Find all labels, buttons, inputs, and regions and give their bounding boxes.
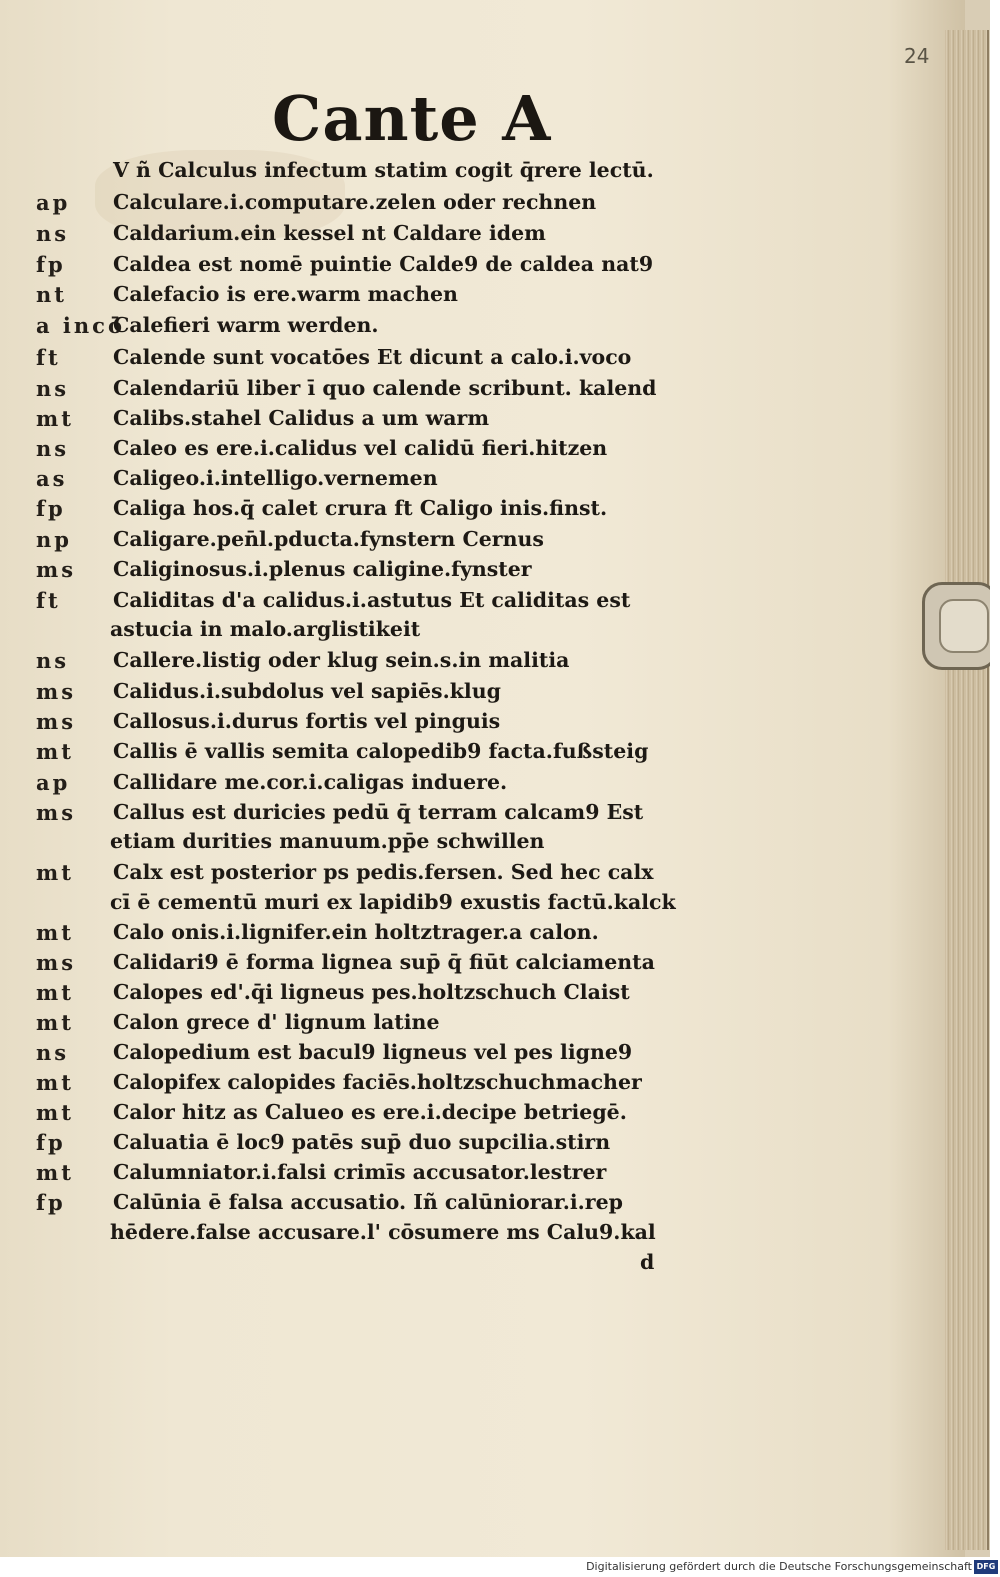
- grammar-marker: mt: [36, 860, 74, 885]
- entry-text: Callis ē vallis semita calopedib9 facta.fußsteig: [113, 739, 649, 763]
- entry-text: Calor hitz as Calueo es ere.i.decipe betriegē.: [113, 1100, 627, 1124]
- entry-text: Caliga hos.q̄ calet crura ft Caligo inis.finst.: [113, 496, 608, 520]
- entry-text: Calefieri warm werden.: [113, 313, 379, 337]
- grammar-marker: np: [36, 527, 72, 552]
- entry-text: Calidari9 ē forma lignea sup̄ q̄ fiūt calciamenta: [113, 950, 655, 974]
- entry-text: Caleo es ere.i.calidus vel calidū fieri.hitzen: [113, 436, 608, 460]
- grammar-marker: mt: [36, 739, 74, 764]
- entry-text: d: [640, 1250, 655, 1274]
- entry-text: Calefacio is ere.warm machen: [113, 282, 458, 306]
- grammar-marker: ns: [36, 376, 70, 401]
- entry-text: Calūnia ē falsa accusatio. Iñ calūniorar.i.rep: [113, 1190, 623, 1214]
- entry-text: Callus est duricies pedū q̄ terram calcam9 Est: [113, 800, 644, 824]
- entry-text: Calende sunt vocatōes Et dicunt a calo.i.voco: [113, 345, 632, 369]
- grammar-marker: ms: [36, 800, 77, 825]
- entry-text: Callere.listig oder klug sein.s.in malitia: [113, 648, 570, 672]
- entry-text: Callidare me.cor.i.caligas induere.: [113, 770, 508, 794]
- grammar-marker: ap: [36, 190, 71, 215]
- grammar-marker: ns: [36, 436, 70, 461]
- grammar-marker: ns: [36, 1040, 70, 1065]
- entry-text: Calo onis.i.lignifer.ein holtztrager.a calon.: [113, 920, 599, 944]
- grammar-marker: ft: [36, 588, 61, 613]
- entry-text: cī ē cementū muri ex lapidib9 exustis factū.kalck: [110, 890, 676, 914]
- folio-number: 24: [904, 44, 930, 68]
- page-heading: Cante A: [272, 82, 552, 155]
- grammar-marker: fp: [36, 496, 66, 521]
- entry-text: hēdere.false accusare.l' cōsumere ms Calu9.kal: [110, 1220, 656, 1244]
- entry-text: astucia in malo.arglistikeit: [110, 617, 421, 641]
- grammar-marker: fp: [36, 1130, 66, 1155]
- book-fore-edge: [945, 30, 989, 1550]
- grammar-marker: ap: [36, 770, 71, 795]
- entry-text: V ñ Calculus infectum statim cogit q̄rere lectū.: [113, 158, 654, 182]
- grammar-marker: ms: [36, 557, 77, 582]
- grammar-marker: ms: [36, 950, 77, 975]
- grammar-marker: ft: [36, 345, 61, 370]
- grammar-marker: mt: [36, 920, 74, 945]
- entry-text: Caligare.pen̄l.pducta.fynstern Cernus: [113, 527, 544, 551]
- entry-text: Calon grece d' lignum latine: [113, 1010, 440, 1034]
- entry-text: etiam durities manuum.pp̄e schwillen: [110, 829, 545, 853]
- book-clasp: [922, 582, 990, 670]
- grammar-marker: mt: [36, 1070, 74, 1095]
- grammar-marker: mt: [36, 406, 74, 431]
- grammar-marker: ms: [36, 709, 77, 734]
- entry-text: Calendariū liber ī quo calende scribunt. kalend: [113, 376, 657, 400]
- grammar-marker: nt: [36, 282, 67, 307]
- entry-text: Calopedium est bacul9 ligneus vel pes ligne9: [113, 1040, 633, 1064]
- dfg-logo: DFG: [974, 1560, 998, 1574]
- entry-text: Calopifex calopides faciēs.holtzschuchmacher: [113, 1070, 642, 1094]
- entry-text: Caliginosus.i.plenus caligine.fynster: [113, 557, 532, 581]
- entry-text: Calumniator.i.falsi crimīs accusator.lestrer: [113, 1160, 607, 1184]
- grammar-marker: fp: [36, 1190, 66, 1215]
- entry-text: Calculare.i.computare.zelen oder rechnen: [113, 190, 597, 214]
- entry-text: Caldarium.ein kessel nt Caldare idem: [113, 221, 546, 245]
- grammar-marker: fp: [36, 252, 66, 277]
- grammar-marker: ms: [36, 679, 77, 704]
- grammar-marker: ns: [36, 221, 70, 246]
- grammar-marker: mt: [36, 1010, 74, 1035]
- grammar-marker: mt: [36, 980, 74, 1005]
- footer-bar: [0, 1557, 1000, 1577]
- grammar-marker: a incō: [36, 313, 125, 338]
- entry-text: Calopes ed'.q̄i ligneus pes.holtzschuch Claist: [113, 980, 630, 1004]
- grammar-marker: mt: [36, 1160, 74, 1185]
- book-clasp-inner: [939, 599, 989, 653]
- entry-text: Caluatia ē loc9 patēs sup̄ duo supcilia.stirn: [113, 1130, 611, 1154]
- entry-text: Caliditas d'a calidus.i.astutus Et caliditas est: [113, 588, 631, 612]
- entry-text: Caldea est nomē puintie Calde9 de caldea nat9: [113, 252, 654, 276]
- entry-text: Caligeo.i.intelligo.vernemen: [113, 466, 438, 490]
- entry-text: Calx est posterior ps pedis.fersen. Sed hec calx: [113, 860, 654, 884]
- entry-text: Calidus.i.subdolus vel sapiēs.klug: [113, 679, 501, 703]
- grammar-marker: ns: [36, 648, 70, 673]
- entry-text: Calibs.stahel Calidus a um warm: [113, 406, 490, 430]
- grammar-marker: mt: [36, 1100, 74, 1125]
- grammar-marker: as: [36, 466, 68, 491]
- entry-text: Callosus.i.durus fortis vel pinguis: [113, 709, 501, 733]
- funding-credit: Digitalisierung gefördert durch die Deutsche Forschungsgemeinschaft: [586, 1560, 972, 1573]
